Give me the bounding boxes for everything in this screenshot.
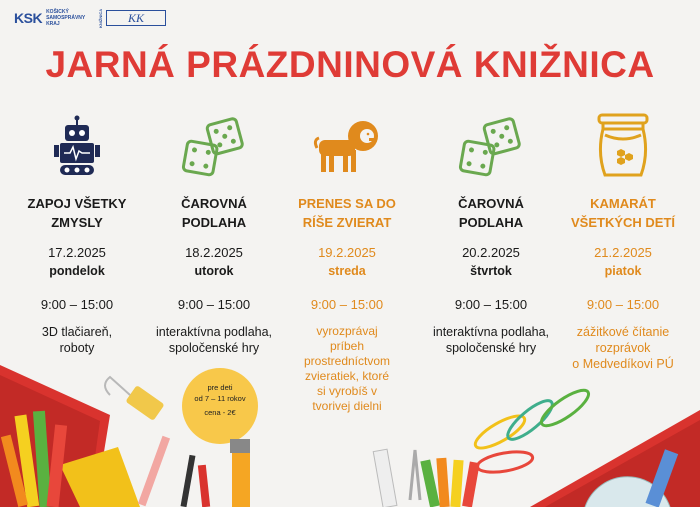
event-description — [139, 324, 289, 356]
dice-icon — [416, 112, 566, 182]
event-title — [2, 194, 152, 234]
stationery-left-decoration — [0, 355, 250, 507]
description-line: spoločenské hry — [445, 341, 537, 355]
event-column-3 — [272, 112, 422, 414]
event-day: štvrtok — [470, 264, 512, 278]
description-line: prostredníctvom — [303, 354, 391, 368]
event-title — [416, 194, 566, 234]
event-date: 21.2.2025 — [594, 245, 652, 260]
honey-jar-icon — [548, 112, 698, 182]
description-line: tvorivej dielni — [312, 399, 382, 413]
event-title — [139, 194, 289, 234]
library-logo-monogram: KK — [106, 10, 166, 26]
description-line: interaktívna podlaha, — [432, 325, 550, 339]
ksk-logo-letters: KSK — [14, 10, 43, 26]
event-column-2 — [139, 112, 289, 356]
event-title-line: PODLAHA — [458, 215, 524, 230]
ksk-logo-text: KOŠICKÝ SAMOSPRÁVNY KRAJ — [46, 9, 86, 27]
lion-icon — [272, 112, 422, 182]
event-time: 9:00 – 15:00 — [454, 297, 528, 312]
event-title-line: KAMARÁT — [590, 196, 656, 211]
library-logo[interactable] — [98, 8, 166, 28]
event-description — [416, 324, 566, 356]
event-title-line: ZAPOJ VŠETKY — [27, 196, 127, 211]
event-title-line: VŠETKÝCH DETÍ — [570, 215, 675, 230]
event-title-line: ZMYSLY — [51, 215, 103, 230]
event-date: 18.2.2025 — [185, 245, 243, 260]
robot-icon — [2, 112, 152, 182]
badge-price: cena - 2€ — [204, 408, 236, 417]
description-line: vyrozprávaj — [316, 324, 378, 338]
event-description — [2, 324, 152, 356]
event-date: 20.2.2025 — [462, 245, 520, 260]
event-title-line: RÍŠE ZVIERAT — [302, 215, 392, 230]
description-line: zážitkové čítanie — [576, 325, 670, 339]
description-line: príbeh — [329, 339, 365, 353]
event-day: streda — [328, 264, 366, 278]
header-logos — [14, 8, 166, 28]
event-title-line: ČAROVNÁ — [181, 196, 247, 211]
event-column-5 — [548, 112, 698, 372]
description-line: interaktívna podlaha, — [155, 325, 273, 339]
event-title — [548, 194, 698, 234]
event-date: 19.2.2025 — [318, 245, 376, 260]
library-logo-vertical: KNIŽNICA — [98, 8, 104, 28]
event-date: 17.2.2025 — [48, 245, 106, 260]
event-title — [272, 194, 422, 234]
event-day: utorok — [194, 264, 234, 278]
event-title-line: PRENES SA DO — [298, 196, 396, 211]
description-line: 3D tlačiareň, — [41, 325, 113, 339]
event-time: 9:00 – 15:00 — [586, 297, 660, 312]
event-description — [548, 324, 698, 372]
event-time: 9:00 – 15:00 — [177, 297, 251, 312]
description-line: si vyrobíš v — [316, 384, 377, 398]
dice-icon — [139, 112, 289, 182]
event-column-1 — [2, 112, 152, 356]
ksk-logo[interactable] — [14, 9, 90, 27]
event-title-line: ČAROVNÁ — [458, 196, 524, 211]
badge-line: od 7 – 11 rokov — [194, 394, 246, 403]
event-column-4 — [416, 112, 566, 356]
page-title: JARNÁ PRÁZDNINOVÁ KNIŽNICA — [45, 44, 655, 85]
description-line: spoločenské hry — [168, 341, 260, 355]
description-line: roboty — [59, 341, 95, 355]
event-day: pondelok — [49, 264, 105, 278]
badge-line: pre deti — [207, 383, 233, 392]
event-day: piatok — [604, 264, 642, 278]
description-line: rozprávok — [595, 341, 651, 355]
event-time: 9:00 – 15:00 — [40, 297, 114, 312]
description-line: o Medvedíkovi PÚ — [572, 357, 674, 371]
event-time: 9:00 – 15:00 — [310, 297, 384, 312]
event-title-line: PODLAHA — [181, 215, 247, 230]
stationery-right-decoration — [370, 380, 700, 507]
description-line: zvieratiek, ktoré — [304, 369, 390, 383]
